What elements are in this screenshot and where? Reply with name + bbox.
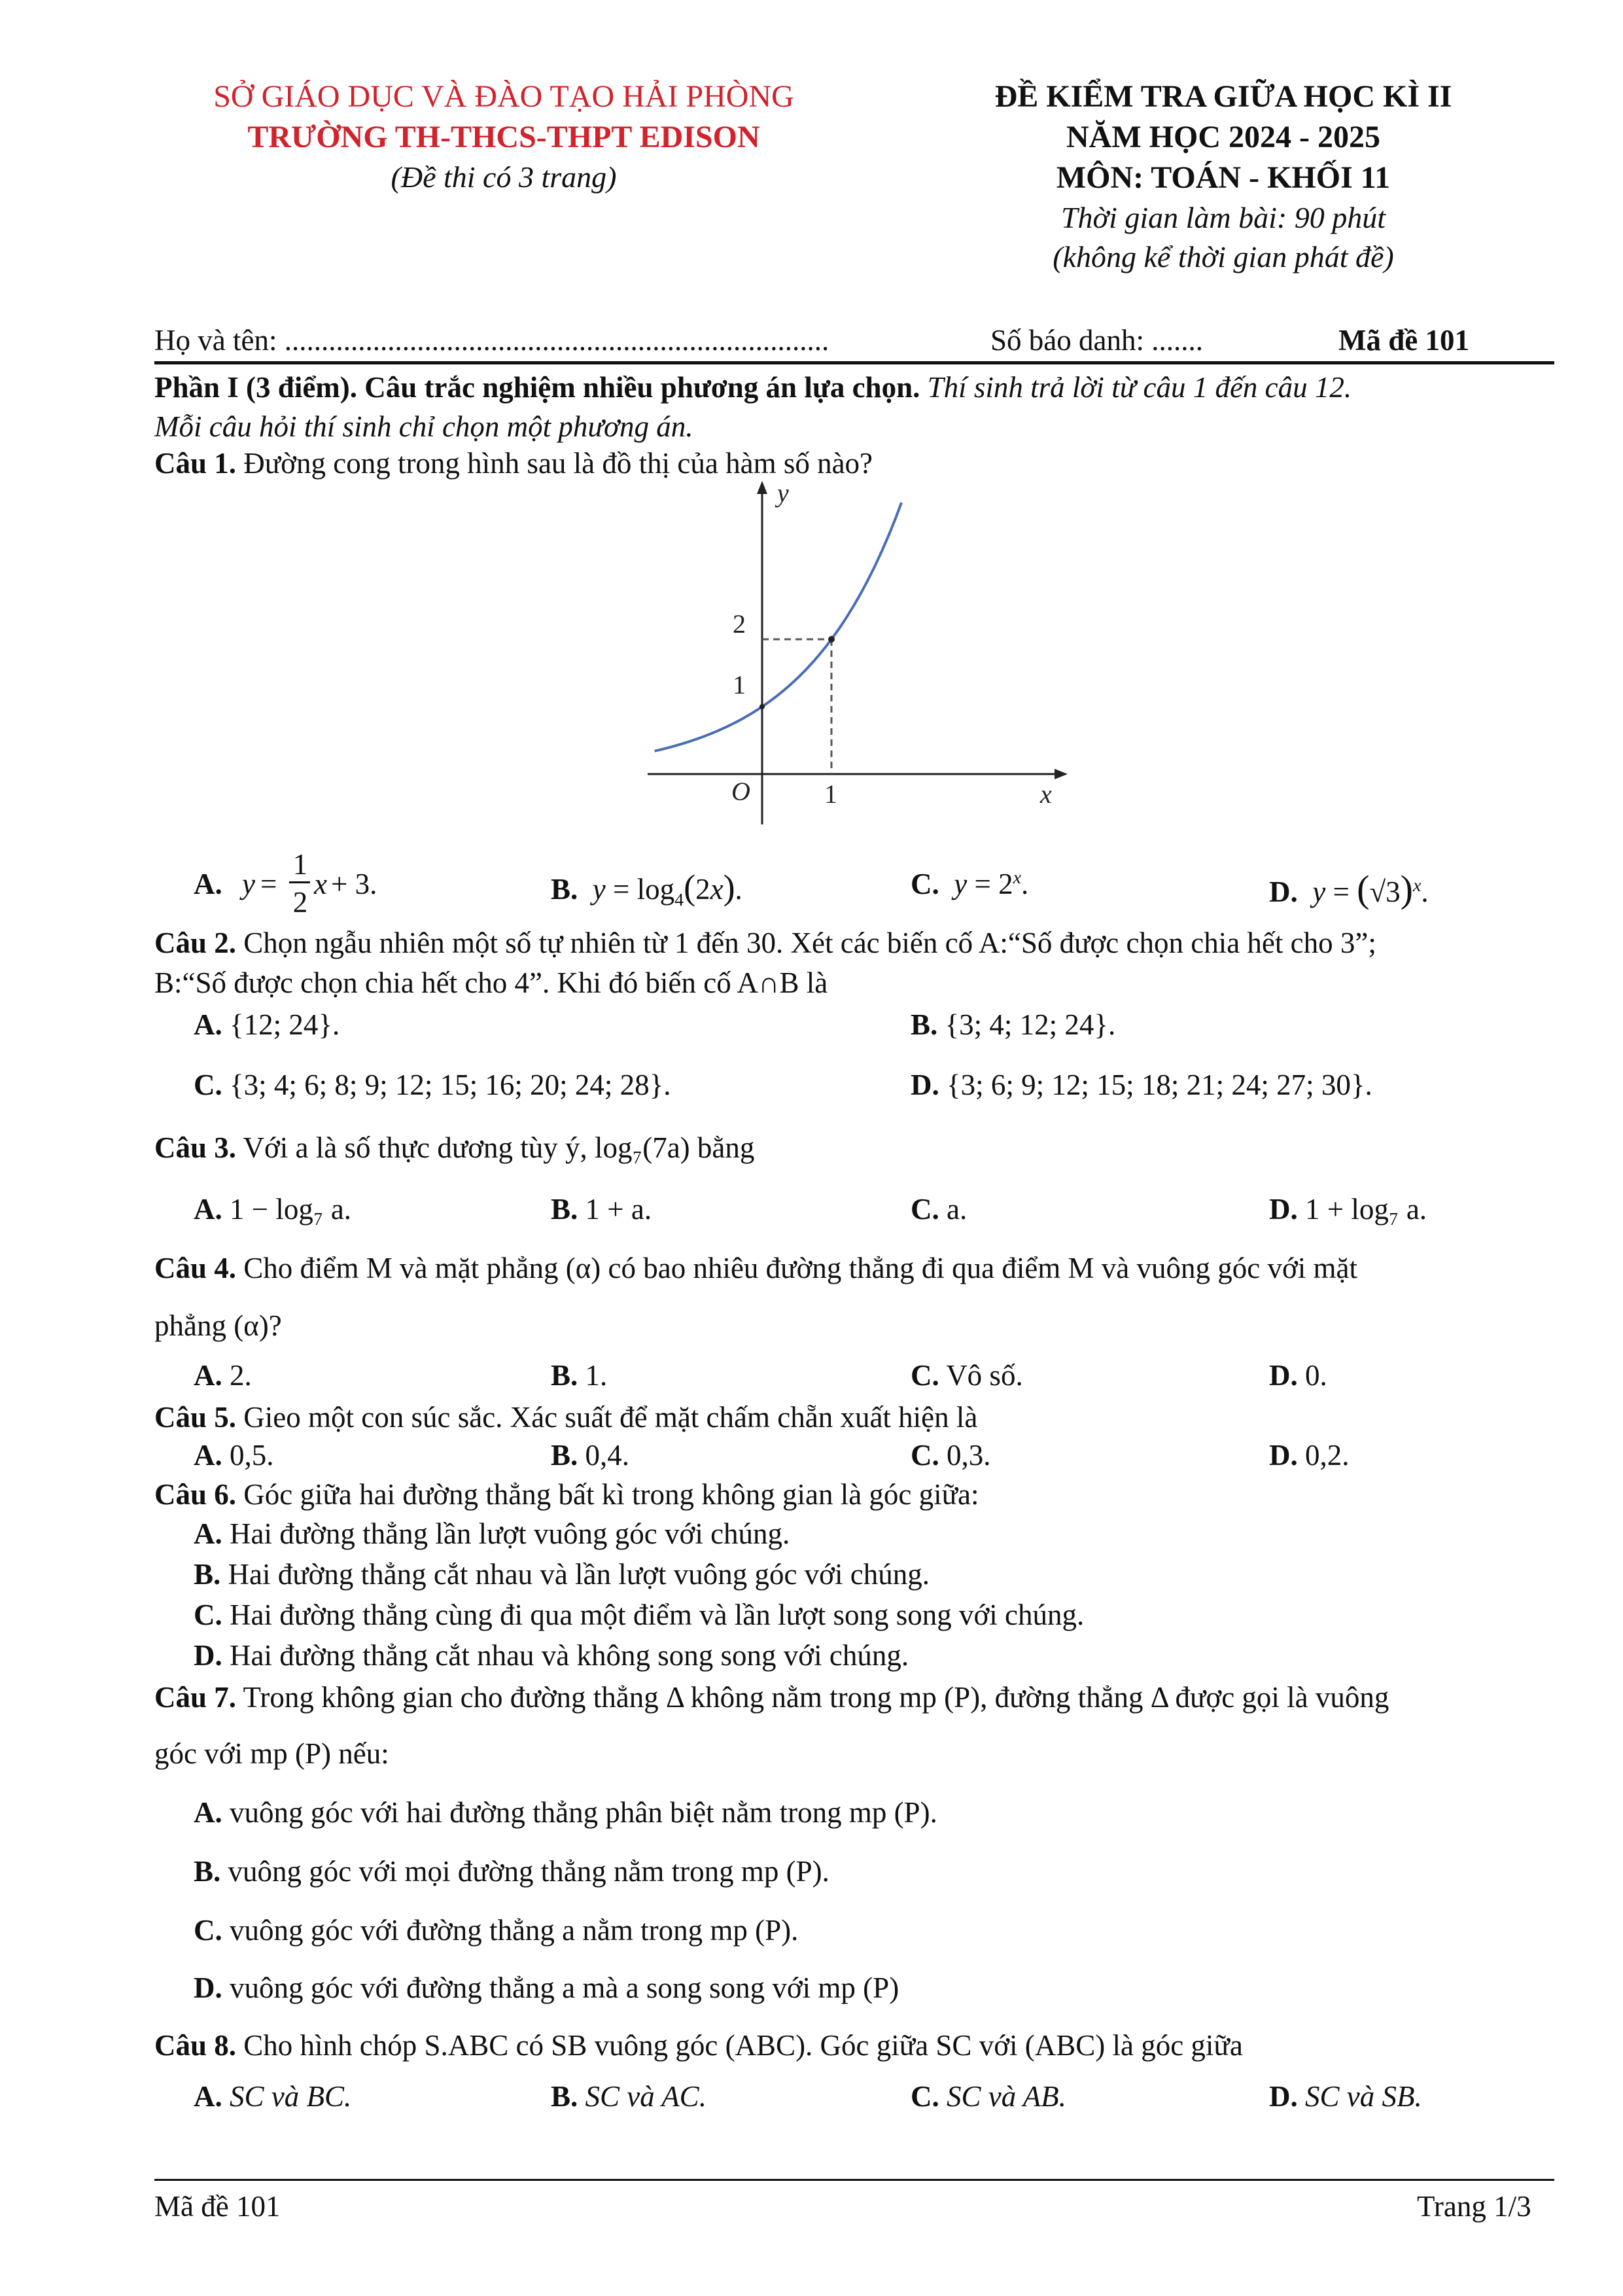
y-axis-label: y (777, 481, 789, 508)
question-2-cont: B:“Số được chọn chia hết cho 4”. Khi đó biến cố A∩B là (154, 966, 828, 999)
school-year: NĂM HỌC 2024 - 2025 (1066, 120, 1380, 154)
exam-title: ĐỀ KIỂM TRA GIỮA HỌC KÌ II (994, 79, 1452, 114)
function-graph (628, 481, 1073, 834)
q1-option-d[interactable]: D. $y = (√3)^x$. (1269, 868, 1429, 910)
q3-option-d[interactable]: D. 1 + log₇ a. (1269, 1193, 1427, 1226)
q4-option-c[interactable]: C. Vô số. (911, 1359, 1023, 1392)
q5-option-c[interactable]: C. 0,3. (911, 1439, 991, 1472)
q4-option-b[interactable]: B. 1. (551, 1359, 608, 1392)
question-1: Câu 1. Đường cong trong hình sau là đồ thị của hàm số nào? (154, 447, 873, 480)
q3-option-c[interactable]: C. a. (911, 1193, 968, 1226)
page-count-note: (Đề thi có 3 trang) (391, 160, 617, 194)
exponential-curve (655, 503, 901, 751)
question-6: Câu 6. Góc giữa hai đường thẳng bất kì trong không gian là góc giữa: (154, 1478, 979, 1511)
q5-option-b[interactable]: B. 0,4. (551, 1439, 630, 1472)
part1-instruction: Mỗi câu hỏi thí sinh chỉ chọn một phương án. (154, 410, 693, 443)
question-3: Câu 3. Với a là số thực dương tùy ý, log₇(7a) bằng (154, 1131, 755, 1164)
q1-option-c[interactable]: C. $y = 2^x$. (911, 868, 1029, 900)
question-4: Câu 4. Cho điểm M và mặt phẳng (α) có bao nhiêu đường thẳng đi qua điểm M và vuông góc với mặt (154, 1252, 1358, 1284)
tick-y1-label: 1 (733, 670, 746, 699)
q1-option-b[interactable]: B. $y = \log_4(2x)$. (551, 868, 742, 910)
subject: MÔN: TOÁN - KHỐI 11 (1056, 160, 1391, 195)
q7-option-b[interactable]: B. vuông góc với mọi đường thẳng nằm trong mp (P). (194, 1855, 829, 1888)
question-7: Câu 7. Trong không gian cho đường thẳng Δ không nằm trong mp (P), đường thẳng Δ được gọi là vuông (154, 1681, 1389, 1714)
header-divider (154, 361, 1554, 364)
q6-option-b[interactable]: B. Hai đường thẳng cắt nhau và lần lượt vuông góc với chúng. (194, 1558, 930, 1591)
q6-option-a[interactable]: A. Hai đường thẳng lần lượt vuông góc với chúng. (194, 1517, 790, 1550)
q8-option-b[interactable]: B. SC và AC. (551, 2080, 707, 2113)
q3-option-b[interactable]: B. 1 + a. (551, 1193, 652, 1226)
part1-heading: Phần I (3 điểm). Câu trắc nghiệm nhiều phương án lựa chọn. Thí sinh trả lời từ câu 1 đến câu 12. (154, 371, 1352, 404)
q3-option-a[interactable]: A. 1 − log₇ a. (194, 1193, 352, 1226)
q2-option-b[interactable]: B. {3; 4; 12; 24}. (911, 1008, 1116, 1041)
q7-option-d[interactable]: D. vuông góc với đường thẳng a mà a song song với mp (P) (194, 1971, 899, 2004)
q8-option-a[interactable]: A. SC và BC. (194, 2080, 352, 2113)
footer-divider (154, 2179, 1554, 2181)
q2-option-c[interactable]: C. {3; 4; 6; 8; 9; 12; 15; 16; 20; 24; 28}. (194, 1069, 671, 1101)
school-name: TRƯỜNG TH-THCS-THPT EDISON (247, 120, 760, 154)
question-8: Câu 8. Cho hình chóp S.ABC có SB vuông góc (ABC). Góc giữa SC với (ABC) là góc giữa (154, 2029, 1243, 2062)
q5-option-a[interactable]: A. 0,5. (194, 1439, 274, 1472)
point-1-2 (828, 636, 835, 643)
question-4-cont: phẳng (α)? (154, 1309, 282, 1342)
x-axis-label: x (1040, 779, 1052, 809)
q2-option-a[interactable]: A. {12; 24}. (194, 1008, 340, 1041)
q4-option-a[interactable]: A. 2. (194, 1359, 252, 1392)
q6-option-d[interactable]: D. Hai đường thẳng cắt nhau và không song song với chúng. (194, 1639, 909, 1672)
question-7-cont: góc với mp (P) nếu: (154, 1737, 389, 1770)
q7-option-c[interactable]: C. vuông góc với đường thẳng a nằm trong mp (P). (194, 1914, 799, 1947)
footer-exam-code: Mã đề 101 (154, 2190, 281, 2223)
question-5: Câu 5. Gieo một con súc sắc. Xác suất để mặt chấm chẵn xuất hiện là (154, 1401, 978, 1434)
exam-code: Mã đề 101 (1338, 324, 1469, 357)
origin-label: O (731, 777, 750, 806)
q5-option-d[interactable]: D. 0,2. (1269, 1439, 1350, 1472)
school-department: SỞ GIÁO DỤC VÀ ĐÀO TẠO HẢI PHÒNG (213, 79, 794, 114)
tick-x1-label: 1 (824, 779, 837, 809)
q2-option-d[interactable]: D. {3; 6; 9; 12; 15; 18; 21; 24; 27; 30}. (911, 1069, 1372, 1101)
point-0-1 (759, 704, 765, 709)
q8-option-d[interactable]: D. SC và SB. (1269, 2080, 1422, 2113)
q8-option-c[interactable]: C. SC và AB. (911, 2080, 1066, 2113)
q4-option-d[interactable]: D. 0. (1269, 1359, 1327, 1392)
question-2: Câu 2. Chọn ngẫu nhiên một số tự nhiên từ 1 đến 30. Xét các biến cố A:“Số được chọn chia hết cho 3”; (154, 927, 1376, 959)
x-axis-arrow (1055, 769, 1068, 779)
duration-note: (không kể thời gian phát đề) (1053, 240, 1394, 274)
q7-option-a[interactable]: A. vuông góc với hai đường thẳng phân biệt nằm trong mp (P). (194, 1796, 937, 1829)
q6-option-c[interactable]: C. Hai đường thẳng cùng đi qua một điểm và lần lượt song song với chúng. (194, 1598, 1085, 1631)
duration: Thời gian làm bài: 90 phút (1060, 201, 1386, 234)
footer-page-number: Trang 1/3 (1417, 2190, 1531, 2223)
student-id-field: Số báo danh: ....... (990, 324, 1203, 357)
tick-y2-label: 2 (733, 609, 746, 639)
y-axis-arrow (757, 481, 767, 494)
student-name-field: Họ và tên: .......................................................................... (154, 324, 829, 357)
